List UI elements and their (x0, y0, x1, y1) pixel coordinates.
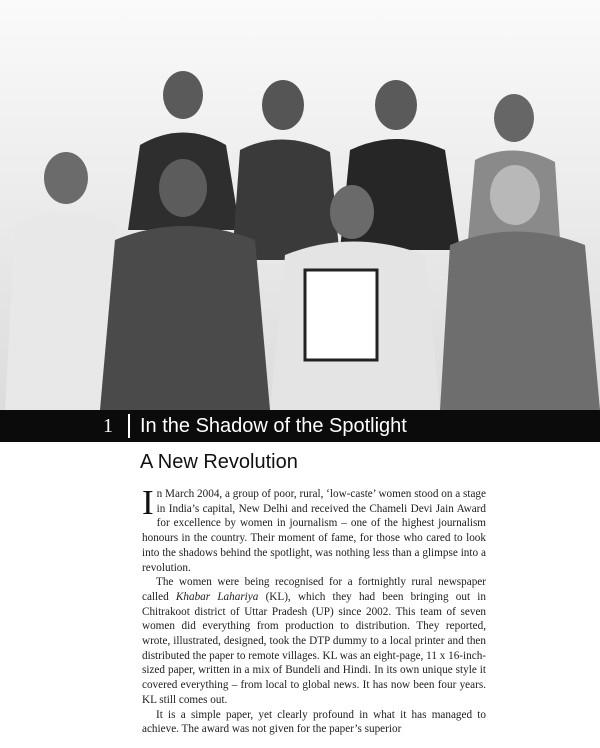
chapter-divider (128, 414, 130, 438)
chapter-header-bar (0, 410, 600, 442)
framed-award-icon (305, 270, 377, 360)
chapter-title: In the Shadow of the Spotlight (140, 415, 407, 437)
section-heading: A New Revolution (140, 451, 298, 473)
paragraph-1-text: n March 2004, a group of poor, rural, ‘low-caste’ women stood on a stage in India’s capital, New Delhi and received the Chameli Devi Jain Award for excellence by women in journalism – one of the highest journalism honours in the country. Their moment of fame, for those who cared to look into the shadows behind the spotlight, was nothing less than a glimpse into a revolution. (142, 488, 486, 574)
paragraph-3-text: It is a simple paper, yet clearly profound in what it has managed to achieve. The award was not given for the paper’s superior (142, 708, 486, 736)
newspaper-name: Khabar Lahariya (175, 590, 259, 603)
drop-cap: I (142, 483, 154, 522)
chapter-number: 1 (103, 415, 113, 437)
body-text (142, 483, 487, 737)
paragraph-1 (142, 483, 486, 575)
paragraph-3 (142, 708, 486, 737)
paragraph-2 (142, 575, 486, 707)
paragraph-2-text-after: (KL), which they had been bringing out in Chitrakoot district of Uttar Pradesh (UP) since 2002. This team of seven women did everything from production to distribution. They reported, wrote, illustrated, designed, took the DTP dummy to a local printer and then distributed the paper to remote villages. KL was an eight-page, 11 x 16-inch-sized paper, written in a mix of Bundeli and Hindi. In its own unique style it covered everything – from local to global news. It has now been four years. KL still comes out. (142, 590, 487, 706)
paragraph-2-text-before: The women were being recognised for a fortnightly rural newspaper called (142, 576, 486, 603)
